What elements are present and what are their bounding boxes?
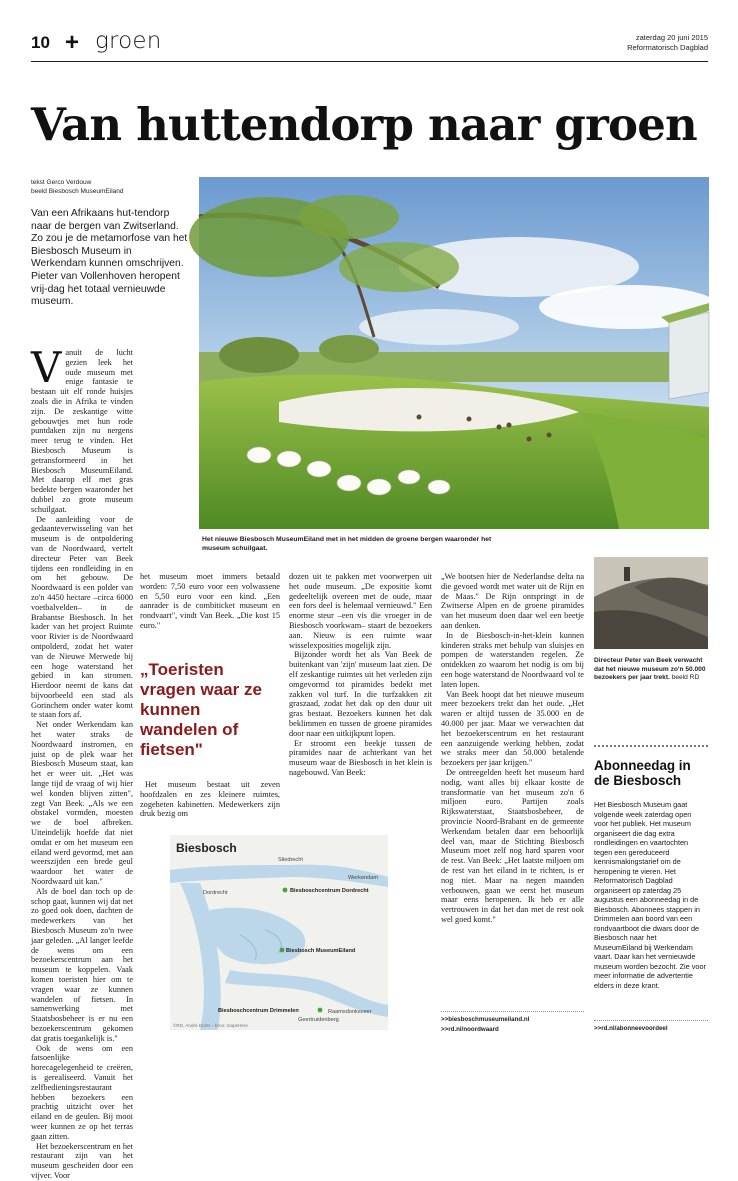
map-dot-drimmelen (318, 1008, 323, 1013)
section-name: groen (95, 28, 162, 54)
header-dateline (627, 33, 708, 53)
map-label-biesboschcentrum-dordrecht: Biesboschcentrum Dordrecht (290, 888, 369, 894)
page-header (31, 28, 708, 61)
paragraph: Ook de wens om een fatsoenlijke horecagelegenheid te creëren, is gerealiseerd. Vanuit het zelfbedieningsrestaurant hebben bezoekers een prachtig uitzicht over het eiland en de geulen. Bij mooi weer kunnen ze op het terras gaan zitten. (31, 1043, 133, 1141)
paragraph: Net onder Werkendam kan het water straks de Noordwaard instromen, en juist op de plek waar het Biesbosch Museum staat, kan het er weer uit. „Het was lange tijd de vraag of wij hier wel konden blijven zitten", zegt Van Beek. „Als we een obstakel vormden, moesten we de boel afbreken. Uiteindelijk hoefde dat niet omdat er om het museum een eiland werd gevormd, met aan weerszijden een brede geul waardoor het water de Noordwaard uit kan." (31, 720, 133, 887)
photo-caption: Het nieuwe Biesbosch MuseumEiland met in het midden de groene bergen waaronder het museum schuilgaat. (202, 536, 492, 553)
sidebar-photo (594, 557, 708, 649)
article-column-2-top (140, 572, 280, 631)
map-label-raamsdonksveer: Raamsdonksveer (328, 1009, 372, 1015)
map-label-geertruidenberg: Geertruidenberg (298, 1017, 339, 1023)
page-number: 10 (31, 33, 50, 52)
drop-cap: V (31, 343, 62, 392)
map-label-dordrecht: Dordrecht (203, 890, 228, 896)
paragraph: Als de boel dan toch op de schop gaat, kunnen wij dat net zo goed ook doen, dachten de medewerkers van het Biesbosch Museum zo'n twee jaar geleden. „Al langer leefde de wens om een bezoekerscentrum aan het museum te koppelen. Vaak komen toeristen hier om te vragen waar ze kunnen wandelen of fietsen. In samenwerking met Staatsbosbeheer is er nu een bezoekerscentrum gekomen dat gratis toegankelijk is." (31, 886, 133, 1043)
main-photo (199, 177, 709, 529)
first-paragraph-text: anuit de lucht gezien leek het oude museum met enige fantasie te bestaan uit elf ronde huisjes zoals die in Afrika te vinden zijn. De zeskantige witte gebouwtjes met hun rode puntdaken zijn nu nergens meer terug te vinden. Het Biesbosch Museum is getransformeerd in het Biesbosch MuseumEiland. Met daarop elf met gras bedekte bergen waaronder het dubbel zo grote museum schuilgaat. (31, 348, 133, 514)
paragraph: In de Biesbosch-in-het-klein kunnen kinderen straks met behulp van sluisjes en pompen de waterstanden regelen. Ze ontdekken zo waarom het nodig is om bij een hoge waterstand de Noordwaard vol te laten lopen. (441, 630, 584, 689)
paragraph: Bijzonder wordt het als Van Beek de buitenkant van 'zijn' museum laat zien. De elf zeskantige ruimtes uit het verleden zijn omgevormd tot piramides bedekt met zakken vol turf. In die turfzakken zit graszaad, zodat het dak op den duur uit gras bestaat. Bezoekers kunnen het dak beklimmen en tussen de groene piramides door naar een uitkijkpunt lopen. (289, 650, 432, 738)
map-dot-museumeiland (280, 948, 285, 953)
plus-icon: + (65, 29, 80, 56)
pull-quote: „Toeristen vragen waar ze kunnen wandelen of fietsen" (140, 660, 262, 759)
sidebar-divider (594, 745, 708, 747)
paragraph: „We bootsen hier de Nederlandse delta na die gevoed wordt met water uit de Rijn en de Maas." De Rijn ontspringt in de Zwitserse Alpen en de groene piramides van het museum doen daar wel een beetje aan denken. (441, 572, 584, 630)
map-label-drimmelen: Biesboschcentrum Drimmelen (218, 1008, 299, 1014)
paragraph: het museum moet immers betaald worden: 7,50 euro voor een volwassene en 5,50 euro voor een kind. „Een aanrader is de combiticket museum en rondvaart", vindt Van Beek. „Die kost 15 euro." (140, 572, 280, 630)
link-noordwaard[interactable]: >>rd.nl/noordwaard (441, 1025, 499, 1033)
byline (31, 178, 124, 196)
map-title: Biesbosch (176, 841, 237, 855)
map-dot-dordrecht (283, 888, 288, 893)
sidebar-caption-text: Directeur Peter van Beek verwacht dat het nieuwe museum zo'n 50.000 bezoekers per jaar trekt. (594, 657, 706, 682)
paragraph: Er stroomt een beekje tussen de piramides naar de achterkant van het museum waar de Biesbosch in het klein is nagebouwd. Van Beek: (289, 738, 432, 777)
sidebar-photo-credit: beeld RD (671, 674, 700, 682)
sidebar-heading: Abonneedag in de Biesbosch (594, 758, 691, 788)
map-label-sliedrecht: Sliedrecht (278, 857, 303, 863)
map-credit: ©RD, André Dorst – bron: mapsHere (173, 1023, 248, 1028)
byline-photo: beeld Biesbosch MuseumEiland (31, 188, 124, 195)
article-column-1 (31, 343, 133, 1181)
article-column-3 (289, 572, 432, 778)
paragraph: De ontreegelden heeft het museum hard nodig, want alles bij elkaar kostte de transformatie van het museum zo'n 6 miljoen euro. Partijen zoals Rijkswaterstaat, Staatsbosbeheer, de provincie Noord-Brabant en de gemeente Werkendam betalen daar een behoorlijk deel van, maar de Stichting Biesbosch Museum moet zelf nog hard sparen voor de rest. Van Beek: „Het laatste miljoen om de rest van het eiland in te richten, is er nog niet. Maar na negen maanden verbouwen, gaan we eerst het museum maar eens heropenen. Ik heb er alle vertrouwen in dat het dan met de rest ook wel goed komt." (441, 767, 584, 924)
map-label-werkendam: Werkendam (348, 875, 379, 881)
article-lede: Van een Afrikaans hut-tendorp naar de bergen van Zwitserland. Zo zou je de metamorfose van het Biesbosch Museum in Werkendam kunnen omschrijven. Pieter van Vollenhoven heropent vrij-dag het totaal vernieuwde museum. (31, 208, 188, 308)
link-museum[interactable]: >>biesboschmuseumeiland.nl (441, 1016, 530, 1023)
paragraph: Van Beek hoopt dat het nieuwe museum meer bezoekers trekt dan het oude. „Het waren er altijd tussen de 35.000 en de 40.000 per jaar. Maar we verwachten dat het bezoekerscentrum en het restaurant een aanzuigende werking hebben, zodat we straks meer dan 50.000 betalende bezoekers per jaar krijgen." (441, 689, 584, 768)
map-graphic (170, 835, 388, 1030)
sidebar-body: Het Biesbosch Museum gaat volgende week zaterdag open voor het publiek. Het museum organiseert die dag extra rondleidingen en vaartochten tegen een gereduceerd kennismakingstarief om de heropening te vieren. Het Reformatorisch Dagblad organiseert op zaterdag 25 augustus een abonneedag in de Biesbosch. Abonnees stappen in Drimmelen aan boord van een rondvaartboot die dwars door de Biesbosch naar het MuseumEiland bij Werkendam vaart. Daar kan het vernieuwde museum worden bezocht. Zie voor meer informatie de advertentie elders in deze krant. (594, 800, 706, 990)
paragraph: Het bezoekerscentrum en het restaurant zijn van het museum gescheiden door een vijver. Voor (31, 1141, 133, 1180)
article-column-2-bottom (140, 780, 280, 819)
paragraph: De aanleiding voor de gedaanteverwisseling van het museum is de ontpoldering van de Noordwaard, vertelt directeur Peter van Beek tijdens een rondleiding in en om het gebouw. De Noordwaard is een polder van zo'n 4450 hectare –circa 6000 voetbalvelden– in de Brabantse Biesbosch. In het kader van het project Ruimte voor Rivier is de Noordwaard ontpolderd, zodat het water van de Nieuwe Merwede bij een hoge waterstand het gebied in kan stromen. Hierdoor neemt de kans dat bijvoorbeeld een stad als Gorinchem onder water komt te staan fors af. (31, 514, 133, 720)
related-links (441, 1011, 584, 1034)
publication-name: Reformatorisch Dagblad (627, 43, 708, 52)
article-headline: Van huttendorp naar groen (31, 98, 697, 151)
paragraph: dozen uit te pakken met voorwerpen uit het oude museum. „De expositie komt gedeeltelijk overeen met de oude, maar een fors deel is helemaal vernieuwd." Een enorme steur –een vis die vroeger in de Biesbosch voorkwam– staart de bezoekers aan. Nieuw is een ruimte waar wisselexposities mogelijk zijn. (289, 572, 432, 650)
paragraph: Het museum bestaat uit zeven hoofdzalen en zes kleinere ruimtes, zogeheten kabinetten. Medewerkers zijn druk bezig om (140, 780, 280, 819)
sidebar-link[interactable]: >>rd.nl/abonneevoordeel (594, 1020, 708, 1032)
sidebar-photo-caption (594, 657, 708, 683)
byline-text: tekst Gerco Verdouw (31, 179, 92, 186)
biesbosch-map (170, 835, 388, 1030)
first-paragraph (31, 343, 133, 515)
issue-date: zaterdag 20 juni 2015 (635, 33, 708, 42)
article-column-4 (441, 572, 584, 925)
map-label-museumeiland: Biesbosch MuseumEiland (286, 948, 356, 954)
museum-roof-photo (594, 557, 708, 649)
header-rule (31, 61, 708, 62)
museum-island-rendering (199, 177, 709, 529)
